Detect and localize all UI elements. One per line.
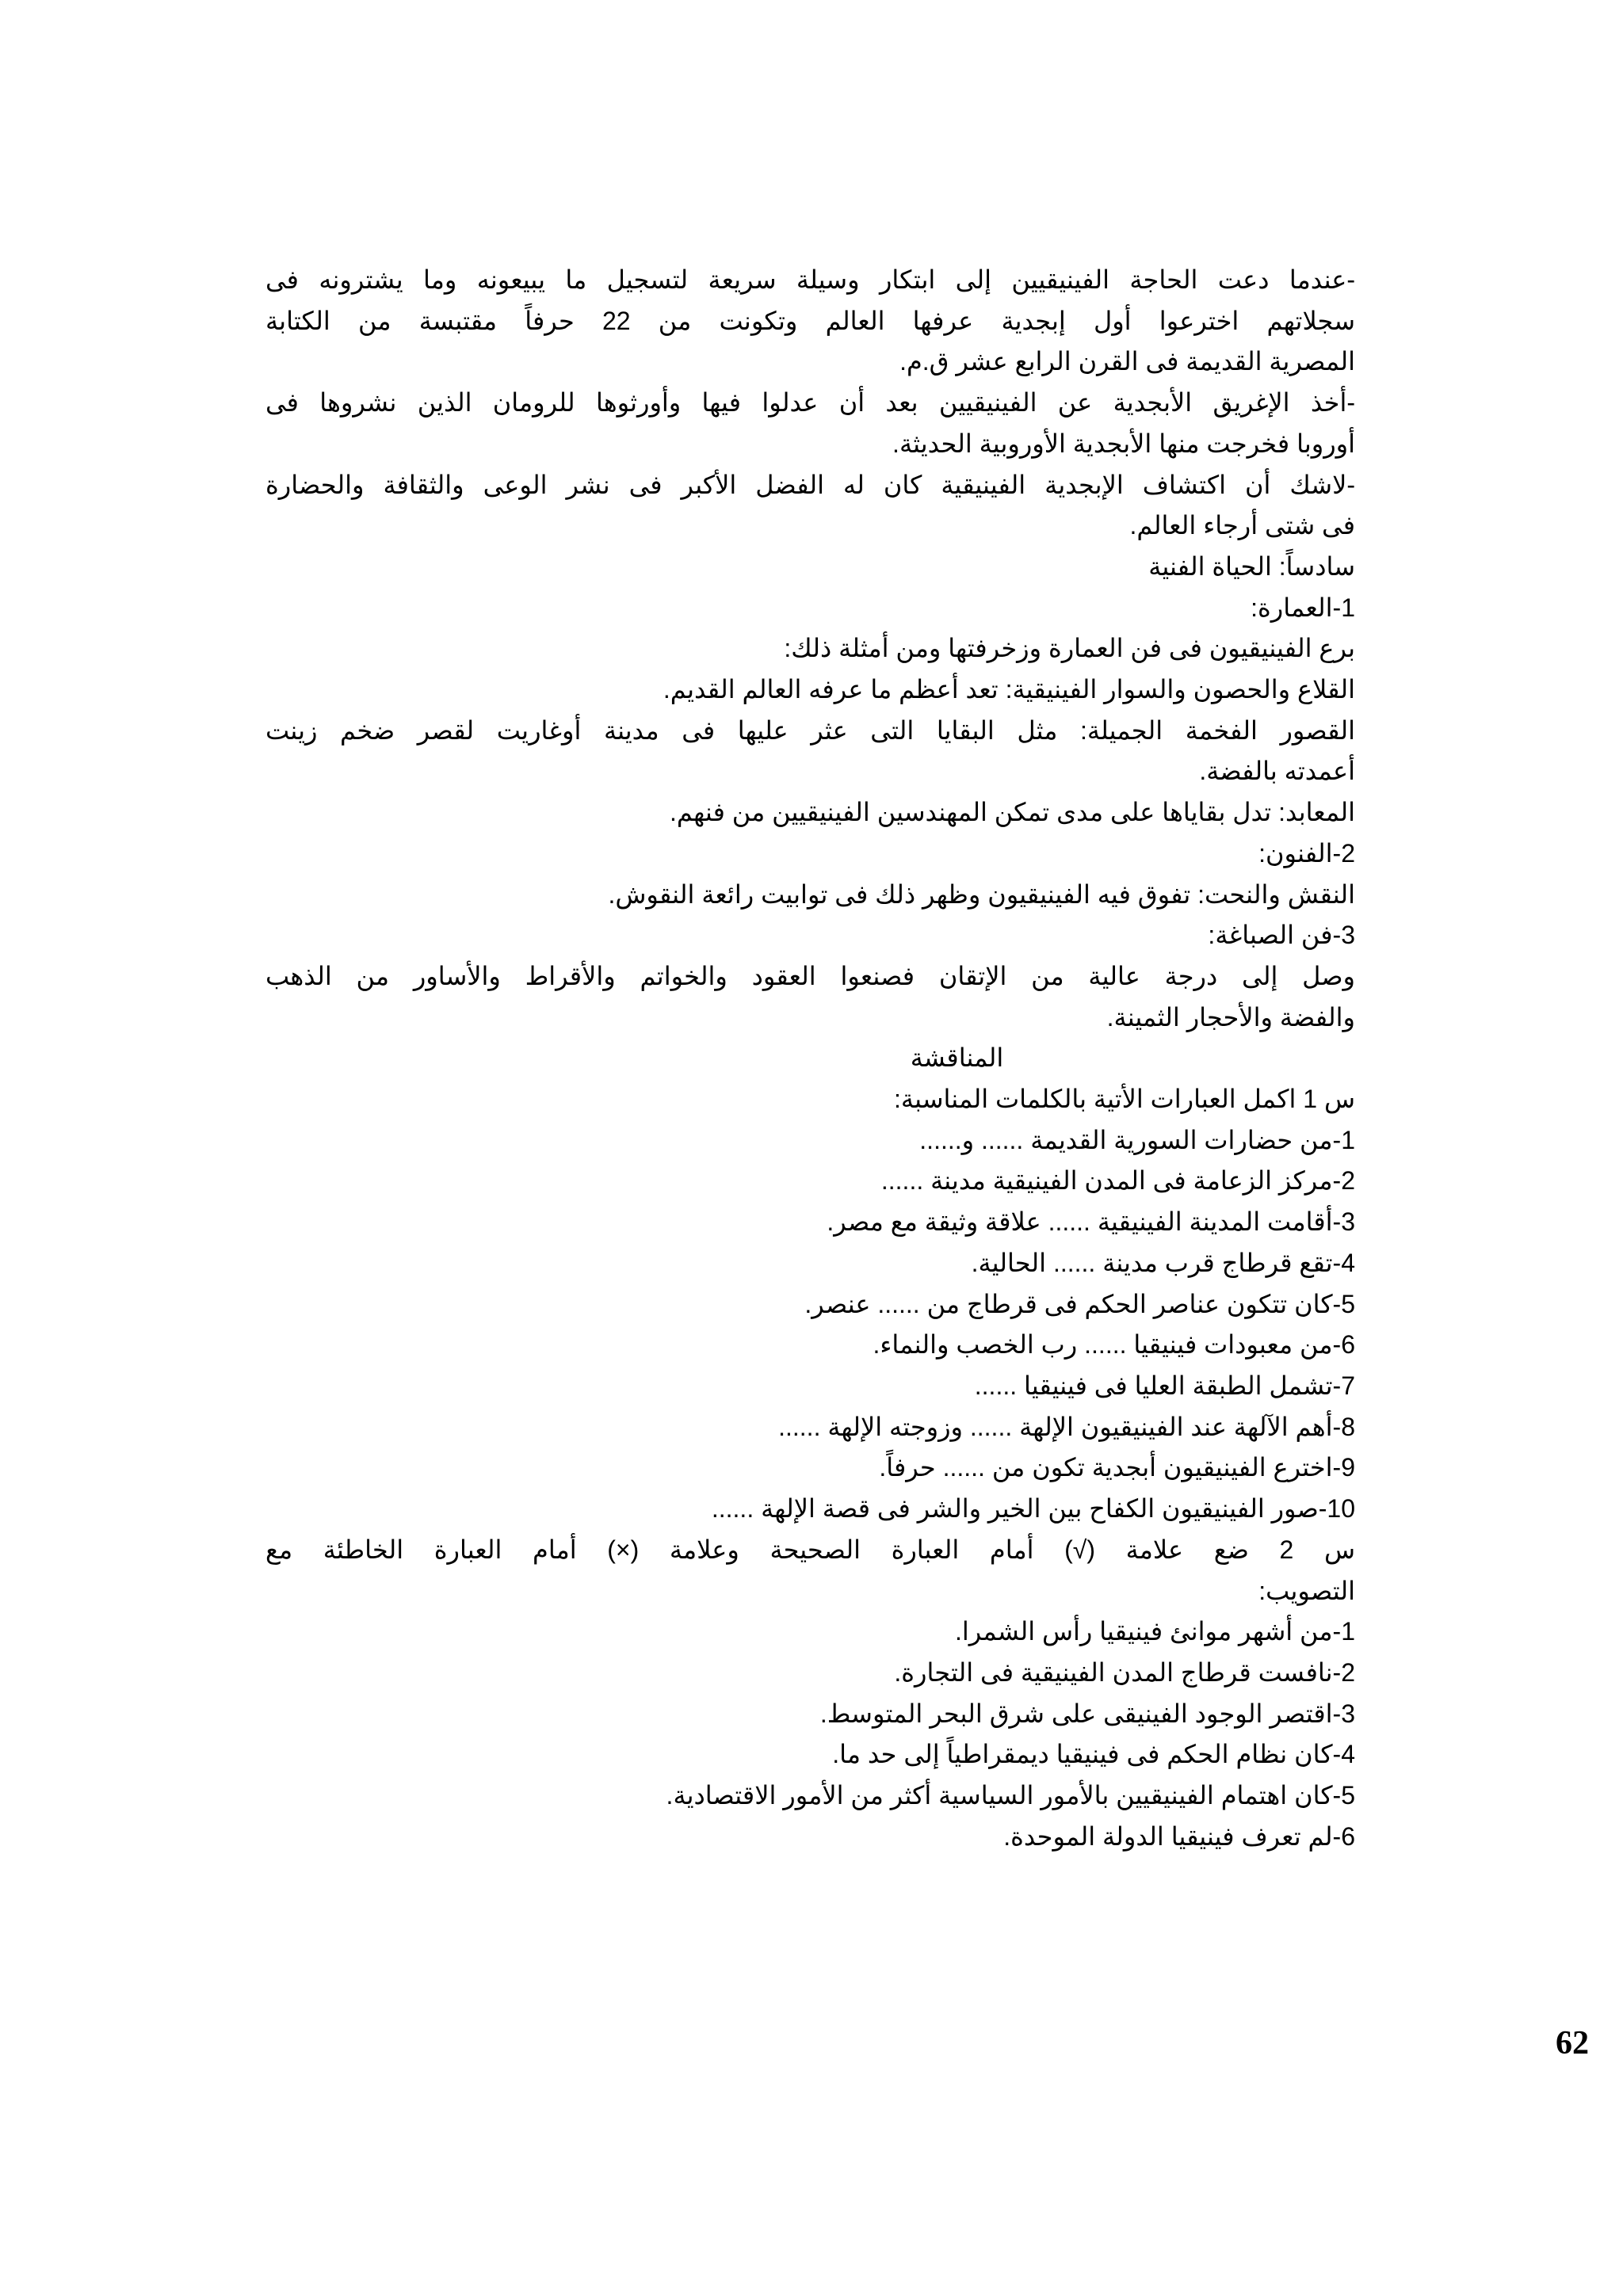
- discussion-heading: المناقشة: [910, 1043, 1004, 1073]
- question-item: 9-اخترع الفينيقيون أبجدية تكون من ...... حرفاً.: [879, 1453, 1355, 1482]
- question-item: 5-كان تتكون عناصر الحكم فى قرطاج من ...... عنصر.: [804, 1289, 1355, 1318]
- question-item: 4-كان نظام الحكم فى فينيقيا ديمقراطياً إلى حد ما.: [832, 1740, 1355, 1769]
- question-item: 1-من حضارات السورية القديمة ...... و......: [919, 1125, 1355, 1154]
- question-item: 1-من أشهر موانئ فينيقيا رأس الشمرا.: [954, 1617, 1355, 1646]
- text-line: المصرية القديمة فى القرن الرابع عشر ق.م.: [899, 347, 1355, 376]
- text-line: أعمدته بالفضة.: [1199, 757, 1355, 786]
- question-item: 6-من معبودات فينيقيا ...... رب الخصب والنماء.: [873, 1330, 1355, 1360]
- question-item: 3-أقامت المدينة الفينيقية ...... علاقة وثيقة مع مصر.: [827, 1207, 1355, 1237]
- question-item: 5-كان اهتمام الفينيقيين بالأمور السياسية أكثر من الأمور الاقتصادية.: [666, 1781, 1355, 1810]
- text-line: -أخذ الإغريق الأبجدية عن الفينيقيين بعد أن عدلوا فيها وأورثوها للرومان الذين نشروها فى: [265, 388, 1355, 418]
- paragraph-credit: [265, 465, 1355, 547]
- question-item: 8-أهم الآلهة عند الفينيقيون الإلهة ...... وزوجته الإلهة ......: [778, 1412, 1355, 1441]
- question-item: 4-تقع قرطاج قرب مدينة ...... الحالية.: [971, 1248, 1355, 1277]
- text-line: والفضة والأحجار الثمينة.: [1106, 1002, 1355, 1032]
- discussion-section: [265, 1038, 1355, 1857]
- text-line: القصور الفخمة الجميلة: مثل البقايا التى عثر عليها فى مدينة أوغاريت لقصر ضخم زينت: [265, 715, 1355, 745]
- architecture-heading: 1-العمارة:: [1251, 593, 1355, 622]
- architecture-section: [265, 588, 1355, 833]
- question-item: 3-اقتصر الوجود الفينيقى على شرق البحر المتوسط.: [819, 1699, 1355, 1728]
- text-line: النقش والنحت: تفوق فيه الفينيقيون وظهر ذلك فى توابيت رائعة النقوش.: [608, 879, 1355, 909]
- page-number: 62: [1556, 2025, 1589, 2061]
- goldsmith-section: [265, 915, 1355, 1038]
- question-prompt: س 1 اكمل العبارات الأتية بالكلمات المناسبة:: [894, 1085, 1355, 1114]
- question-item: 7-تشمل الطبقة العليا فى فينيقيا ......: [974, 1371, 1355, 1400]
- text-line: سجلاتهم اخترعوا أول إبجدية عرفها العالم وتكونت من 22 حرفاً مقتبسة من الكتابة: [265, 306, 1355, 335]
- text-line: أوروبا فخرجت منها الأبجدية الأوروبية الحديثة.: [892, 429, 1355, 458]
- section-heading: سادساً: الحياة الفنية: [1148, 551, 1355, 581]
- paragraph-greeks: [265, 383, 1355, 464]
- goldsmith-heading: 3-فن الصباغة:: [1208, 921, 1355, 950]
- question-1: [265, 1079, 1355, 1530]
- question-item: 6-لم تعرف فينيقيا الدولة الموحدة.: [1003, 1821, 1355, 1851]
- text-line: فى شتى أرجاء العالم.: [1129, 511, 1355, 540]
- text-line: -عندما دعت الحاجة الفينيقيين إلى ابتكار وسيلة سريعة لتسجيل ما يبيعونه وما يشترونه فى: [265, 265, 1355, 294]
- question-item: 10-صور الفينيقيون الكفاح بين الخير والشر فى قصة الإلهة ......: [711, 1494, 1355, 1524]
- arts-heading: 2-الفنون:: [1258, 838, 1355, 868]
- text-line: برع الفينيقيون فى فن العمارة وزخرفتها ومن أمثلة ذلك:: [784, 634, 1355, 663]
- text-line: القلاع والحصون والسوار الفينيقية: تعد أعظم ما عرفه العالم القديم.: [663, 675, 1355, 704]
- question-2: [265, 1530, 1355, 1858]
- question-item: 2-نافست قرطاج المدن الفينيقية فى التجارة.: [894, 1657, 1355, 1687]
- question-item: 2-مركز الزعامة فى المدن الفينيقية مدينة ......: [880, 1166, 1355, 1196]
- page-body: [265, 260, 1355, 1857]
- question-prompt: التصويب:: [1258, 1576, 1355, 1605]
- text-line: وصل إلى درجة عالية من الإتقان فصنعوا العقود والخواتم والأقراط والأساور من الذهب: [265, 961, 1355, 990]
- question-prompt: س 2 ضع علامة (√) أمام العبارة الصحيحة وعلامة (×) أمام العبارة الخاطئة مع: [265, 1535, 1355, 1564]
- paragraph-alphabet: [265, 260, 1355, 383]
- text-line: المعابد: تدل بقاياها على مدى تمكن المهندسين الفينيقيين من فنهم.: [669, 798, 1355, 827]
- text-line: -لاشك أن اكتشاف الإبجدية الفينيقية كان له الفضل الأكبر فى نشر الوعى والثقافة والحضارة: [265, 470, 1355, 499]
- arts-section: [265, 833, 1355, 915]
